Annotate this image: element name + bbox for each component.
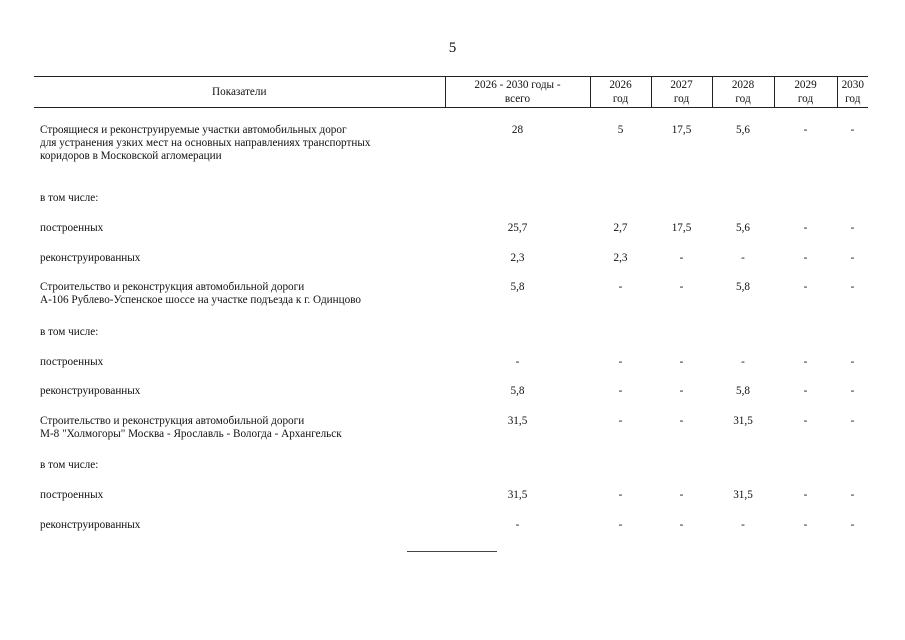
row-value-year <box>712 326 774 356</box>
header-year-2030 <box>837 77 868 108</box>
page-number: 5 <box>448 40 457 56</box>
table-row <box>34 281 868 326</box>
header-year-value: 2029 <box>794 79 817 92</box>
row-value-year: - <box>850 519 855 531</box>
row-value-year <box>774 459 837 489</box>
row-value-total: 5,8 <box>510 281 525 293</box>
row-value-year: - <box>618 356 623 368</box>
row-label-line: реконструированных <box>40 385 141 397</box>
row-value-total: 31,5 <box>507 489 528 501</box>
table-row <box>34 519 868 539</box>
header-indicators-label: Показатели <box>212 85 267 98</box>
table-row <box>34 356 868 385</box>
table-row <box>34 252 868 281</box>
header-year-unit: год <box>673 92 690 105</box>
row-label-line: Строительство и реконструкция автомобильной дороги <box>40 415 305 427</box>
header-year-unit: год <box>735 92 751 105</box>
table-row <box>34 385 868 415</box>
row-value-year <box>837 326 868 356</box>
row-value-total <box>445 326 590 356</box>
row-value-total: 31,5 <box>507 415 528 427</box>
row-value-year: 31,5 <box>733 415 753 427</box>
header-year-2029 <box>774 77 837 108</box>
row-value-year: - <box>850 124 855 136</box>
row-value-year: 31,5 <box>733 489 753 501</box>
row-value-total: 2,3 <box>510 252 525 264</box>
row-value-year: - <box>618 281 623 293</box>
row-value-total <box>445 459 590 489</box>
row-value-year: - <box>679 489 684 501</box>
row-value-year: - <box>803 124 808 136</box>
row-value-year <box>651 192 712 222</box>
row-value-year: - <box>618 385 623 397</box>
header-year-unit: год <box>797 92 814 105</box>
table-row <box>34 108 868 193</box>
row-label-line: А-106 Рублево-Успенское шоссе на участке подъезда к г. Одинцово <box>40 294 362 307</box>
row-value-year: - <box>850 281 855 293</box>
row-label-line: Строительство и реконструкция автомобильной дороги <box>40 281 305 293</box>
row-label-line: для устранения узких мест на основных направлениях транспортных <box>40 137 371 150</box>
row-value-year: 5,8 <box>736 385 750 397</box>
row-value-year: - <box>679 252 684 264</box>
row-value-year: - <box>679 356 684 368</box>
row-value-year: - <box>803 252 808 264</box>
row-label <box>34 385 445 415</box>
row-value-year: - <box>850 415 855 427</box>
row-value-year: - <box>850 222 855 234</box>
row-value-year: 17,5 <box>671 222 692 234</box>
row-label-line: в том числе: <box>40 326 99 338</box>
table-row <box>34 459 868 489</box>
row-value-year: - <box>803 222 808 234</box>
row-label <box>34 415 445 459</box>
header-year-value: 2027 <box>670 79 693 92</box>
row-value-year: - <box>741 356 745 368</box>
table-header-row <box>34 77 868 108</box>
row-label-line: в том числе: <box>40 192 99 204</box>
header-year-unit: год <box>845 92 861 105</box>
header-year-2028 <box>712 77 774 108</box>
row-label-line: реконструированных <box>40 252 141 264</box>
row-label-line: коридоров в Московской агломерации <box>40 150 222 163</box>
row-value-year: - <box>850 252 855 264</box>
row-value-year: 5,6 <box>736 222 750 234</box>
header-year-2026 <box>590 77 651 108</box>
table-row <box>34 222 868 252</box>
row-value-year <box>712 459 774 489</box>
table-body <box>34 108 868 540</box>
header-year-unit: год <box>612 92 629 105</box>
table-row <box>34 415 868 459</box>
row-value-year: 2,3 <box>613 252 628 264</box>
table-row <box>34 489 868 519</box>
row-value-year <box>837 459 868 489</box>
header-year-value: 2030 <box>841 79 864 92</box>
row-value-year: - <box>618 415 623 427</box>
indicators-table <box>34 76 868 539</box>
header-indicators <box>34 77 445 108</box>
row-value-total: 28 <box>511 124 524 136</box>
row-value-year <box>774 192 837 222</box>
row-value-year: - <box>618 489 623 501</box>
row-value-total: - <box>515 356 520 368</box>
row-value-total: 25,7 <box>507 222 528 234</box>
row-value-year: 2,7 <box>613 222 628 234</box>
row-label <box>34 108 445 193</box>
row-label <box>34 252 445 281</box>
row-value-year <box>590 192 651 222</box>
row-value-year: - <box>803 415 808 427</box>
header-year-value: 2028 <box>731 79 755 92</box>
header-total-line-2: всего <box>504 92 531 105</box>
header-total-line-1: 2026 - 2030 годы - <box>474 79 561 92</box>
row-value-year: 5,6 <box>736 124 750 136</box>
row-value-year: 5 <box>617 124 624 136</box>
row-value-year: - <box>850 489 855 501</box>
table-row <box>34 192 868 222</box>
header-year-value: 2026 <box>609 79 632 92</box>
row-label-line: построенных <box>40 489 104 501</box>
row-label-line: М-8 "Холмогоры" Москва - Ярославль - Вологда - Архангельск <box>40 428 342 441</box>
header-year-2027 <box>651 77 712 108</box>
row-label-line: в том числе: <box>40 459 99 471</box>
row-value-year <box>651 459 712 489</box>
row-value-year: - <box>679 519 684 531</box>
row-label-line: построенных <box>40 222 104 234</box>
row-value-year <box>590 459 651 489</box>
row-value-year: - <box>618 519 623 531</box>
row-label <box>34 489 445 519</box>
row-value-year: - <box>850 356 855 368</box>
row-value-year <box>774 326 837 356</box>
header-total <box>445 77 590 108</box>
row-value-year: - <box>803 385 808 397</box>
row-value-year: 17,5 <box>671 124 692 136</box>
row-label <box>34 281 445 326</box>
row-value-total <box>445 192 590 222</box>
row-label <box>34 192 445 222</box>
row-label-line: реконструированных <box>40 519 141 531</box>
row-value-year: - <box>850 385 855 397</box>
row-label-line: Строящиеся и реконструируемые участки автомобильных дорог <box>40 124 347 136</box>
row-value-year <box>712 192 774 222</box>
row-value-year: - <box>679 415 684 427</box>
row-value-year: - <box>679 281 684 293</box>
table-row <box>34 326 868 356</box>
row-value-year <box>651 326 712 356</box>
row-value-year: - <box>741 519 745 531</box>
row-value-year: - <box>803 356 808 368</box>
row-label <box>34 356 445 385</box>
row-value-year <box>837 192 868 222</box>
row-label <box>34 519 445 539</box>
row-label <box>34 326 445 356</box>
row-value-year: - <box>803 281 808 293</box>
row-value-year: - <box>803 519 808 531</box>
row-label <box>34 459 445 489</box>
row-value-year: - <box>679 385 684 397</box>
row-value-year: - <box>741 252 745 264</box>
row-value-total: - <box>515 519 520 531</box>
row-value-year <box>590 326 651 356</box>
row-value-year: - <box>803 489 808 501</box>
row-label-line: построенных <box>40 356 104 368</box>
row-value-total: 5,8 <box>510 385 525 397</box>
row-label <box>34 222 445 252</box>
row-value-year: 5,8 <box>736 281 750 293</box>
end-of-table-rule <box>407 551 497 552</box>
